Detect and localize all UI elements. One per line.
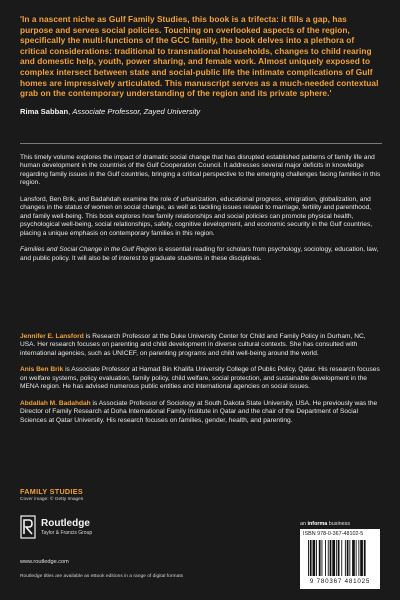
author-bio-1 bbox=[20, 333, 382, 358]
subject-category: FAMILY STUDIES bbox=[20, 487, 83, 496]
endorser-name: Rima Sabban bbox=[20, 106, 69, 116]
endorsement-block bbox=[20, 14, 382, 117]
description-paragraph-3 bbox=[20, 246, 382, 263]
author-bio-text-3: is Associate Professor of Sociology at South Dakota State University, USA. He previously was the Director of Family Research at Doha International Family Institute in Qatar and the chair of the Department of Social Sciences at Qatar University. His research focuses on families, gender, health, and parenting. bbox=[20, 399, 378, 424]
author-bio-text-2: is Associate Professor at Hamad Bin Khalifa University College of Public Policy, Qatar. His research focuses on welfare systems, policy evaluation, family policy, child welfare, social protection, and sustainable development in the MENA region. He has advised numerous public entities and international agencies on social issues. bbox=[20, 366, 380, 391]
author-bios bbox=[20, 333, 382, 433]
author-bio-text-1: is Research Professor at the Duke University Center for Child and Family Policy in Durham, NC, USA. Her research focuses on parenting and child development in diverse cultural contexts. She has consulted with international agencies, such as UNICEF, on parenting programs and child well-being around the world. bbox=[20, 333, 366, 357]
endorsement-attribution: Rima Sabban, Associate Professor, Zayed University bbox=[20, 106, 201, 116]
isbn-barcode-box bbox=[300, 529, 380, 589]
endorsement-quote: 'In a nascent niche as Gulf Family Studies, this book is a trifecta: it fills a gap, has purpose and serves social policies. Touching on overlooked aspects of the region, specifically the multi-functions of the GCC family, the book delves into a plethora of critical considerations: traditional to transnational households, changes to child rearing and domestic help, youth, power sharing, and female work. Almost uniquely exposed to complex intersect between state and social-public life the intimate complications of Gulf homes are impressively articulated. This manuscript serves as a much-needed contextual grab on the contemporary understanding of the region and its private sphere.' bbox=[20, 14, 379, 99]
informa-suffix: business bbox=[327, 521, 351, 527]
barcode-icon bbox=[308, 540, 376, 576]
description-paragraph-2: Lansford, Ben Brik, and Badahdah examine the role of urbanization, educational progress, emigration, globalization, and changes in the status of women on social change, as well as tackling issues related to marriage, fertility and parenthood, and family well-being. This book explores how family relationships and social policies can promote physical health, psychological well-being, social relationships, safety, cognitive development, and economic security in the Gulf countries, placing a unique emphasis on contemporary families in this region. bbox=[20, 195, 373, 237]
book-description bbox=[20, 154, 382, 271]
cover-image-credit: Cover image: © Getty Images bbox=[20, 497, 84, 502]
informa-business-line bbox=[300, 521, 350, 527]
description-paragraph-3-rest: is essential reading for scholars from psychology, sociology, education, law, and public policy. It will also be of interest to graduate students in these disciplines. bbox=[20, 246, 379, 262]
description-paragraph-1: This timely volume explores the impact of dramatic social change that has disrupted established patterns of family life and human development in the countries of the Gulf Cooperation Council. It addresses several major deficits in knowledge regarding family issues in the Gulf countries, bringing a critical perspective to the emerging challenges facing families in this region. bbox=[20, 154, 381, 187]
endorser-affiliation: Associate Professor, Zayed University bbox=[72, 106, 201, 116]
routledge-r-icon bbox=[20, 515, 36, 539]
barcode-number: 9 780367 481025 bbox=[309, 578, 371, 585]
author-bio-2 bbox=[20, 366, 382, 391]
author-name-2: Anis Ben Brik bbox=[20, 366, 64, 374]
author-bio-3 bbox=[20, 400, 382, 425]
informa-brand: informa bbox=[307, 521, 328, 527]
author-name-1: Jennifer E. Lansford bbox=[20, 333, 84, 340]
isbn-label: ISBN 978-0-367-48102-5 bbox=[303, 531, 364, 537]
author-name-3: Abdallah M. Badahdah bbox=[20, 399, 91, 407]
publisher-website[interactable]: www.routledge.com bbox=[20, 559, 69, 565]
ebook-footnote: Routledge titles are available as eBook editions in a range of digital formats bbox=[20, 574, 184, 579]
book-title-inline: Families and Social Change in the Gulf Region bbox=[20, 246, 157, 254]
publisher-name: Routledge bbox=[41, 518, 90, 529]
section-divider bbox=[20, 143, 382, 144]
informa-prefix: an bbox=[300, 521, 308, 527]
publisher-logo bbox=[20, 511, 140, 551]
publisher-group: Taylor & Francis Group bbox=[41, 530, 93, 536]
